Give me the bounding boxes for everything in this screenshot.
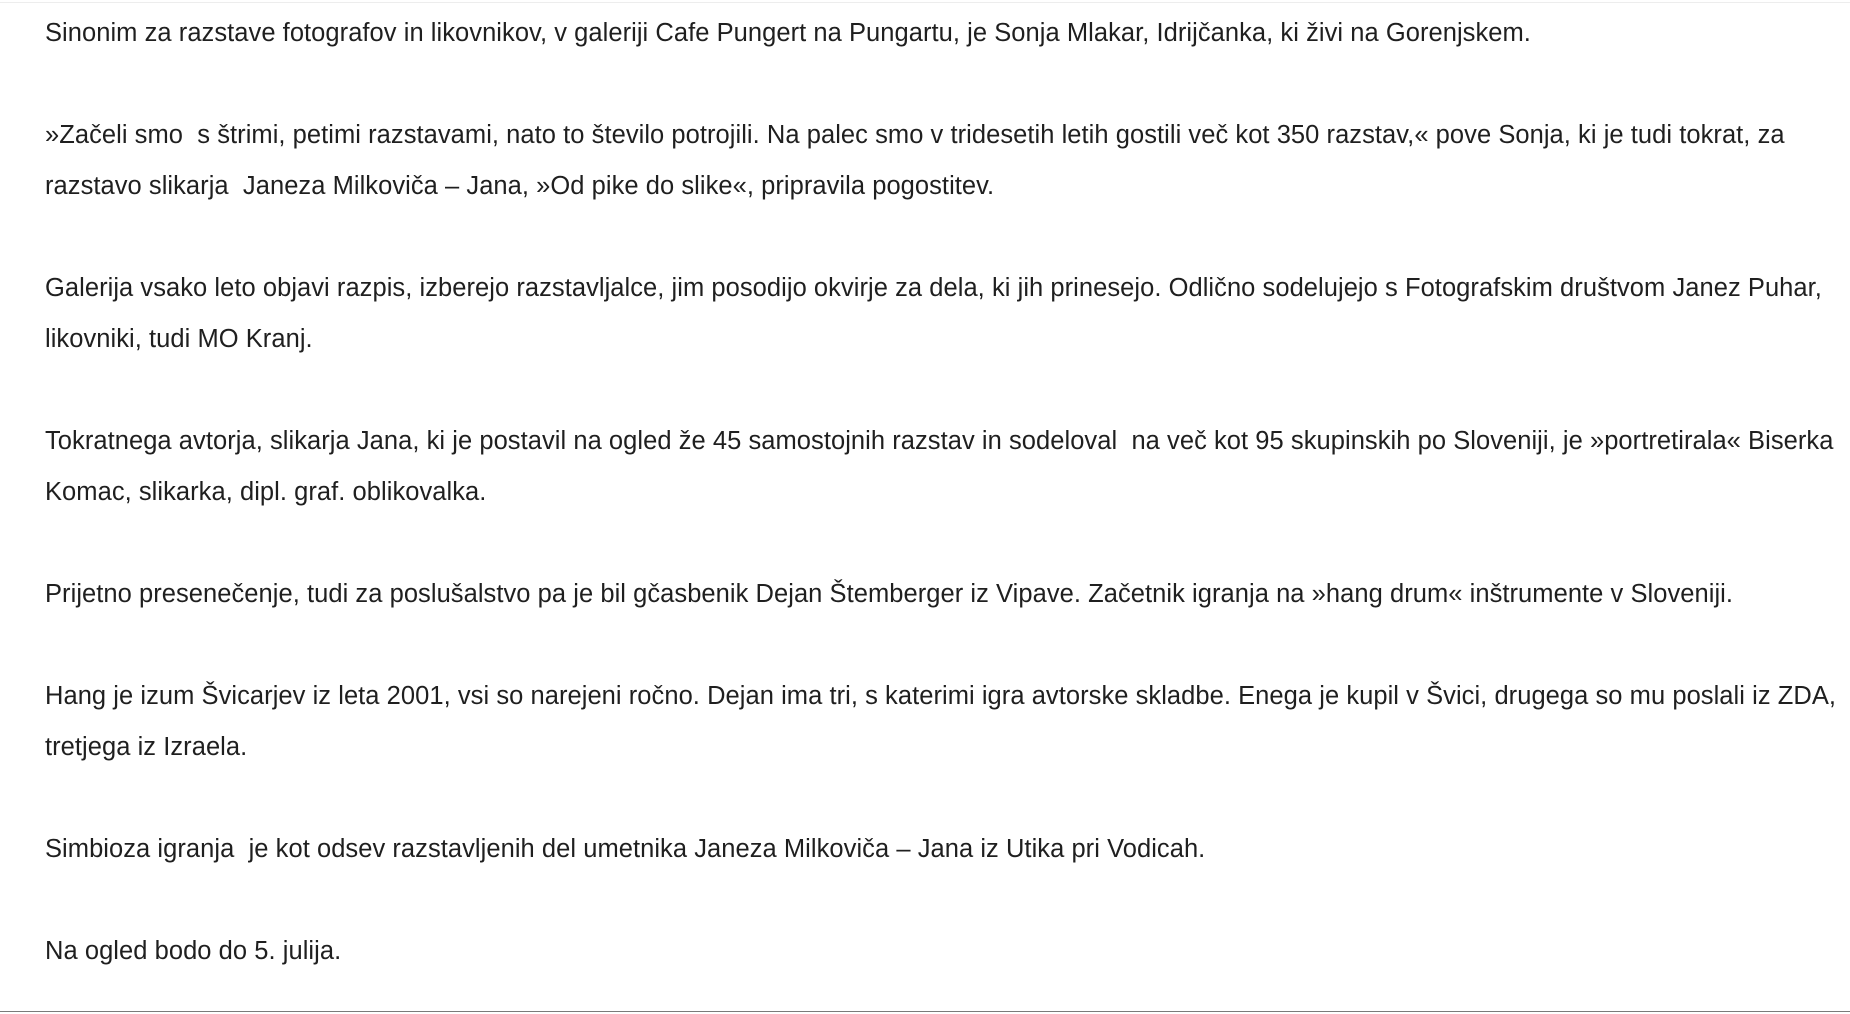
bottom-divider <box>0 1011 1850 1012</box>
top-divider <box>0 2 1850 3</box>
paragraph-musician: Prijetno presenečenje, tudi za poslušalstvo pa je bil gčasbenik Dejan Štemberger iz Vipave. Začetnik igranja na »hang drum« inštrumente v Sloveniji. <box>45 580 1734 608</box>
paragraph-gallery: Galerija vsako leto objavi razpis, izberejo razstavljalce, jim posodijo okvirje za dela, ki jih prinesejo. Odlično sodelujejo s Fotografskim društvom Janez Puhar, likovniki, tudi MO Kranj. <box>45 274 1830 353</box>
paragraph-closing: Na ogled bodo do 5. julija. <box>45 937 342 965</box>
paragraph-author: Tokratnega avtorja, slikarja Jana, ki je postavil na ogled že 45 samostojnih razstav in sodeloval na več kot 95 skupinskih po Sloveniji, je »portretirala« Biserka Komac, slikarka, dipl. graf. oblikovalka. <box>45 427 1841 506</box>
paragraph-quote-sonja: »Začeli smo s štrimi, petimi razstavami, nato to število potrojili. Na palec smo v tridesetih letih gostili več kot 350 razstav,« pove Sonja, ki je tudi tokrat, za razstavo slikarja Janeza Milkoviča – Jana, »Od pike do slike«, pripravila pogostitev. <box>45 121 1792 200</box>
paragraph-intro: Sinonim za razstave fotografov in likovnikov, v galeriji Cafe Pungert na Pungartu, je Sonja Mlakar, Idrijčanka, ki živi na Gorenjskem. <box>45 19 1531 47</box>
paragraph-symbiosis: Simbioza igranja je kot odsev razstavljenih del umetnika Janeza Milkoviča – Jana iz Utika pri Vodicah. <box>45 835 1206 863</box>
paragraph-hang: Hang je izum Švicarjev iz leta 2001, vsi so narejeni ročno. Dejan ima tri, s katerimi igra avtorske skladbe. Enega je kupil v Švici, drugega so mu poslali iz ZDA, tretjega iz Izraela. <box>45 682 1844 761</box>
article-body <box>45 8 1845 977</box>
